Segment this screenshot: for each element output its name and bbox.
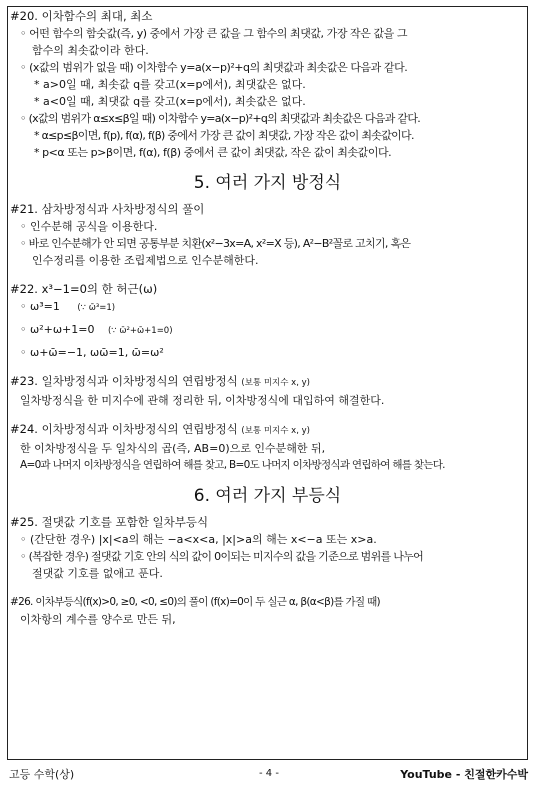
text-20-4: * a<0일 때, 최댓값 q를 갖고(x=p에서), 최솟값은 없다. — [34, 95, 306, 108]
note-22-1: (∵ ω̄³=1) — [77, 303, 116, 313]
text-21-2b: 인수정리를 이용한 조립제법으로 인수분해한다. — [32, 254, 259, 267]
text-20-1b: 함수의 최솟값이라 한다. — [32, 44, 149, 57]
heading-23-text: #23. 일차방정식과 이차방정식의 연립방정식 — [10, 374, 238, 388]
note-22-2: (∵ ω̄²+ω̄+1=0) — [107, 326, 173, 336]
heading-25: #25. 절댓값 기호를 포함한 일차부등식 — [10, 515, 209, 529]
section-25 — [10, 514, 525, 582]
heading-22: #22. x³−1=0의 한 허근(ω) — [10, 282, 158, 296]
footer-channel: YouTube - 친절한카수박 — [400, 768, 528, 781]
heading-24 — [10, 421, 525, 440]
text-22-3: ◦ ω+ω̄=−1, ωω̄=1, ω̄=ω² — [20, 346, 164, 359]
text-20-1a: ◦ 어떤 함수의 함숫값(즉, y) 중에서 가장 큰 값을 그 함수의 최댓값, 가장 작은 값을 그 — [20, 27, 408, 40]
footer-course: 고등 수학(상) — [9, 768, 75, 781]
section-title-6: 6. 여러 가지 부등식 — [193, 486, 342, 506]
text-22-1 — [10, 298, 525, 317]
text-21-2a: ◦ 바로 인수분해가 안 되면 공통부분 치환(x²−3x=A, x²=X 등), A²−B²꼴로 고치기, 혹은 — [20, 237, 411, 250]
section-24 — [10, 421, 525, 474]
section-22 — [10, 281, 525, 361]
heading-23 — [10, 373, 525, 392]
text-25-1: ◦ (간단한 경우) |x|<a의 해는 −a<x<a, |x|>a의 해는 x<−a 또는 x>a. — [20, 533, 377, 546]
heading-20: #20. 이차함수의 최대, 최소 — [10, 9, 153, 23]
text-24-2: A=0과 나머지 이차방정식을 연립하여 해를 찾고, B=0도 나머지 이차방정식과 연립하여 해를 찾는다. — [20, 459, 445, 471]
text-20-5: ◦ (x값의 범위가 α≤x≤β일 때) 이차함수 y=a(x−p)²+q의 최댓값과 최솟값은 다음과 같다. — [20, 112, 421, 125]
text-25-2b: 절댓값 기호를 없애고 푼다. — [32, 567, 163, 580]
page-footer — [9, 766, 528, 784]
heading-26: #26. 이차부등식(f(x)>0, ≥0, <0, ≤0)의 풀이 (f(x)=0이 두 실근 α, β(α<β)를 가질 때) — [10, 596, 380, 608]
text-25-2a: ◦ (복잡한 경우) 절댓값 기호 안의 식의 값이 0이되는 미지수의 값을 기준으로 범위를 나누어 — [20, 550, 424, 563]
text-20-3: * a>0일 때, 최솟값 q를 갖고(x=p에서), 최댓값은 없다. — [34, 78, 306, 91]
text-23-1: 일차방정식을 한 미지수에 관해 정리한 뒤, 이차방정식에 대입하여 해결한다. — [20, 394, 385, 407]
heading-23-note: (보통 미지수 x, y) — [241, 378, 310, 388]
heading-24-note: (보통 미지수 x, y) — [241, 426, 310, 436]
footer-page-number: - 4 - — [259, 768, 279, 779]
heading-24-text: #24. 이차방정식과 이차방정식의 연립방정식 — [10, 422, 238, 436]
section-title-5: 5. 여러 가지 방정식 — [193, 173, 342, 193]
formula-22-1: ◦ ω³=1 — [20, 300, 60, 313]
section-26 — [10, 594, 525, 628]
text-26-1: 이차항의 계수를 양수로 만든 뒤, — [20, 613, 176, 626]
heading-21: #21. 삼차방정식과 사차방정식의 풀이 — [10, 202, 205, 216]
text-20-6: * α≤p≤β이면, f(p), f(α), f(β) 중에서 가장 큰 값이 최댓값, 가장 작은 값이 최솟값이다. — [34, 129, 414, 142]
text-20-7: * p<α 또는 p>β이면, f(α), f(β) 중에서 큰 값이 최댓값, 작은 값이 최솟값이다. — [34, 146, 392, 159]
section-23 — [10, 373, 525, 409]
document-body — [10, 8, 525, 628]
section-21 — [10, 201, 525, 269]
section-20 — [10, 8, 525, 161]
text-24-1: 한 이차방정식을 두 일차식의 곱(즉, AB=0)으로 인수분해한 뒤, — [20, 442, 326, 455]
text-21-1: ◦ 인수분해 공식을 이용한다. — [20, 220, 158, 233]
text-22-2 — [10, 321, 525, 340]
formula-22-2: ◦ ω²+ω+1=0 — [20, 323, 95, 336]
text-20-2: ◦ (x값의 범위가 없을 때) 이차함수 y=a(x−p)²+q의 최댓값과 최솟값은 다음과 같다. — [20, 61, 408, 74]
